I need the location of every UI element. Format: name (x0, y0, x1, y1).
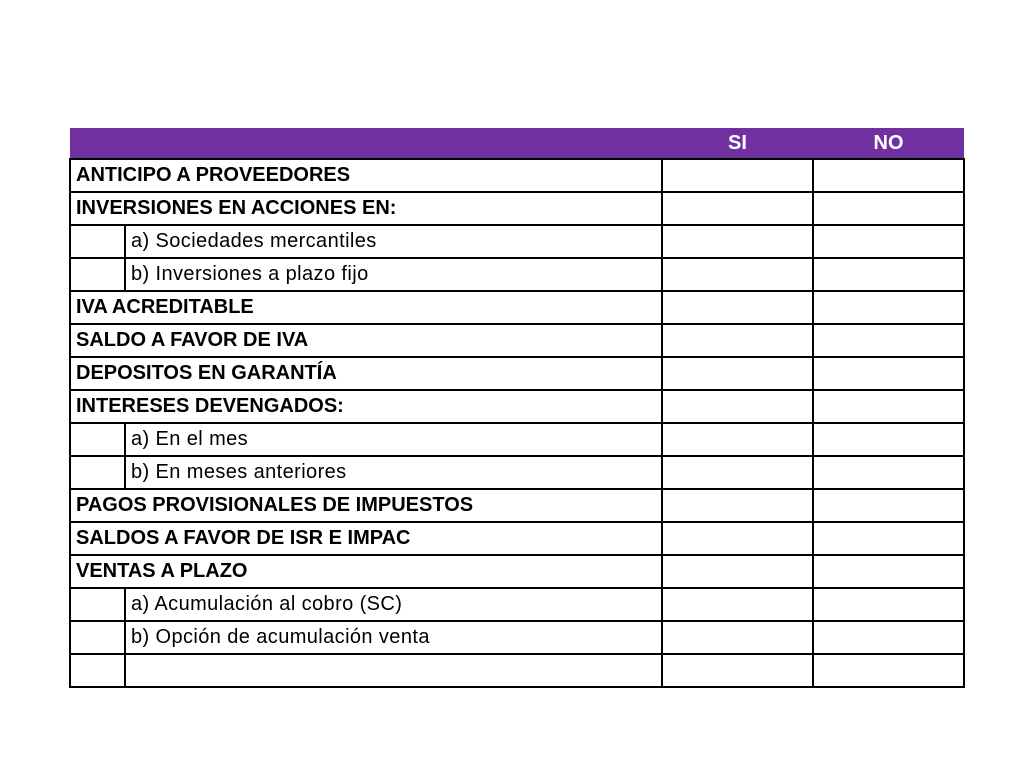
no-cell[interactable] (813, 324, 964, 357)
table-row (70, 588, 964, 621)
si-cell[interactable] (662, 324, 813, 357)
table-row (70, 225, 964, 258)
table-body (70, 159, 964, 687)
row-sublabel: b) Inversiones a plazo fijo (125, 258, 662, 291)
indent-cell (70, 258, 125, 291)
indent-cell (70, 423, 125, 456)
header-concept (70, 128, 662, 159)
table-row (70, 357, 964, 390)
header-si: SI (662, 128, 813, 159)
row-sublabel: b) Opción de acumulación venta (125, 621, 662, 654)
si-cell[interactable] (662, 390, 813, 423)
no-cell[interactable] (813, 423, 964, 456)
indent-cell (70, 456, 125, 489)
no-cell[interactable] (813, 159, 964, 192)
table-row (70, 555, 964, 588)
si-cell[interactable] (662, 357, 813, 390)
row-sublabel: a) Sociedades mercantiles (125, 225, 662, 258)
no-cell[interactable] (813, 390, 964, 423)
no-cell[interactable] (813, 654, 964, 687)
row-label: SALDOS A FAVOR DE ISR E IMPAC (70, 522, 662, 555)
row-label: PAGOS PROVISIONALES DE IMPUESTOS (70, 489, 662, 522)
checklist-table (69, 128, 965, 688)
indent-cell (70, 225, 125, 258)
si-cell[interactable] (662, 555, 813, 588)
row-sublabel: a) En el mes (125, 423, 662, 456)
si-cell[interactable] (662, 258, 813, 291)
table-row (70, 423, 964, 456)
indent-cell (70, 588, 125, 621)
table-row (70, 258, 964, 291)
no-cell[interactable] (813, 456, 964, 489)
row-sublabel (125, 654, 662, 687)
si-cell[interactable] (662, 654, 813, 687)
no-cell[interactable] (813, 357, 964, 390)
table-row (70, 390, 964, 423)
row-label: ANTICIPO A PROVEEDORES (70, 159, 662, 192)
no-cell[interactable] (813, 489, 964, 522)
table-row (70, 489, 964, 522)
row-label: INTERESES DEVENGADOS: (70, 390, 662, 423)
row-sublabel: b) En meses anteriores (125, 456, 662, 489)
header-row (70, 128, 964, 159)
si-cell[interactable] (662, 456, 813, 489)
si-cell[interactable] (662, 159, 813, 192)
row-sublabel: a) Acumulación al cobro (SC) (125, 588, 662, 621)
table-row (70, 159, 964, 192)
no-cell[interactable] (813, 555, 964, 588)
indent-cell (70, 621, 125, 654)
no-cell[interactable] (813, 225, 964, 258)
table-row (70, 522, 964, 555)
si-cell[interactable] (662, 588, 813, 621)
row-label: SALDO A FAVOR DE IVA (70, 324, 662, 357)
si-cell[interactable] (662, 192, 813, 225)
row-label: VENTAS A PLAZO (70, 555, 662, 588)
si-cell[interactable] (662, 621, 813, 654)
si-cell[interactable] (662, 489, 813, 522)
no-cell[interactable] (813, 291, 964, 324)
table-row (70, 192, 964, 225)
si-cell[interactable] (662, 291, 813, 324)
no-cell[interactable] (813, 258, 964, 291)
table-row (70, 621, 964, 654)
no-cell[interactable] (813, 588, 964, 621)
no-cell[interactable] (813, 192, 964, 225)
no-cell[interactable] (813, 522, 964, 555)
row-label: INVERSIONES EN ACCIONES EN: (70, 192, 662, 225)
table-row (70, 654, 964, 687)
no-cell[interactable] (813, 621, 964, 654)
table-row (70, 324, 964, 357)
indent-cell (70, 654, 125, 687)
si-cell[interactable] (662, 423, 813, 456)
si-cell[interactable] (662, 522, 813, 555)
row-label: DEPOSITOS EN GARANTÍA (70, 357, 662, 390)
row-label: IVA ACREDITABLE (70, 291, 662, 324)
si-cell[interactable] (662, 225, 813, 258)
table-row (70, 291, 964, 324)
table-row (70, 456, 964, 489)
header-no: NO (813, 128, 964, 159)
